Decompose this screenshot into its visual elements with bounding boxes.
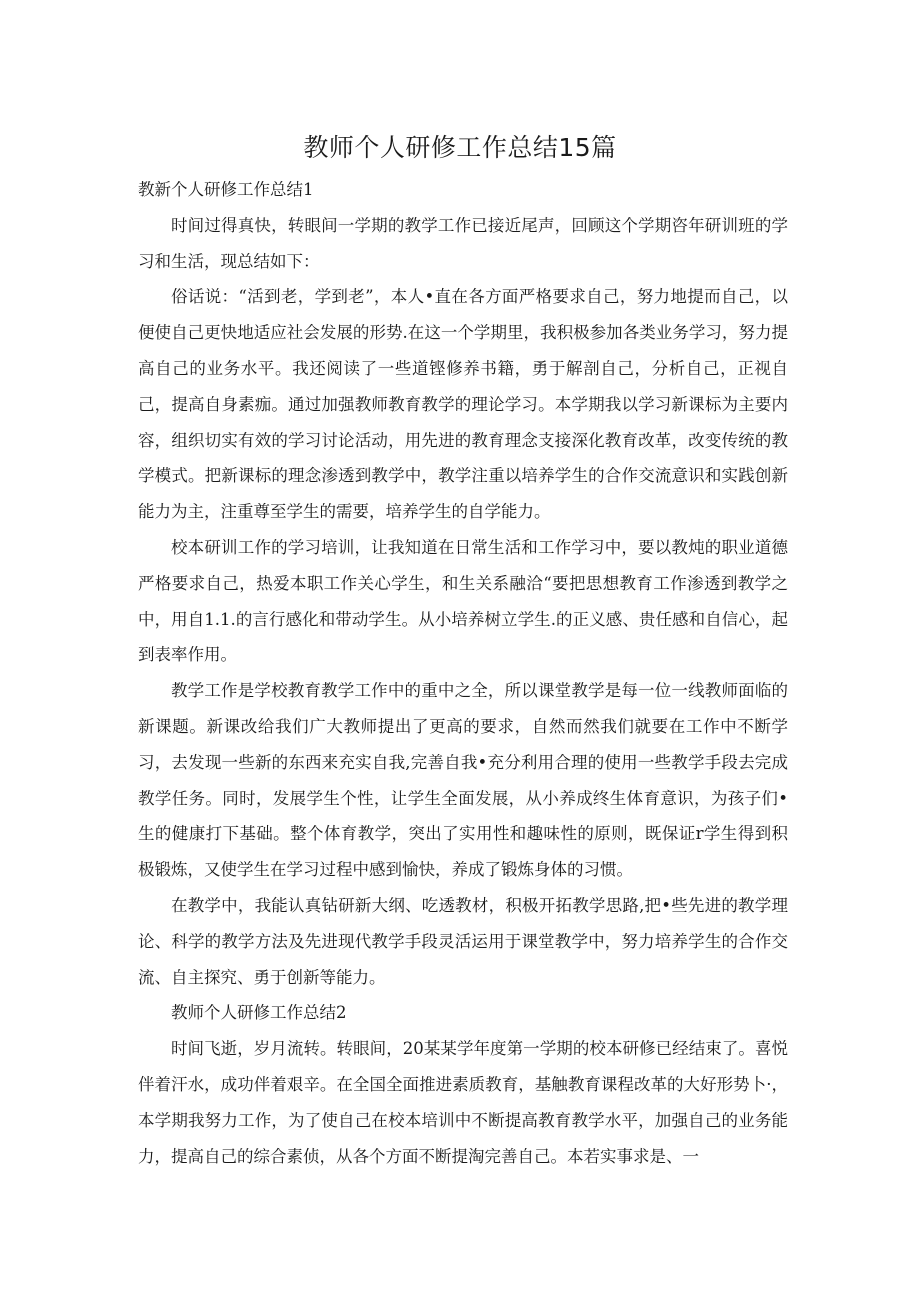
section-heading-2: 教师个人研修工作总结2 bbox=[171, 1003, 347, 1023]
document-body bbox=[138, 172, 788, 1174]
section-heading-1: 教新个人研修工作总结1 bbox=[138, 180, 314, 199]
paragraph: 在教学中，我能认真钻研新大纲、吃透教材，积极开拓教学思路,把•些先进的教学理论、科学的教学方法及先进现代教学手段灵活运用于课堂教学中，努力培养学生的合作交流、自主探究、勇于创新等能力。 bbox=[138, 895, 788, 987]
paragraph: 时间过得真快，转眼间一学期的教学工作已接近尾声，回顾这个学期咨年研训班的学习和生活，现总结如下： bbox=[138, 215, 788, 271]
paragraph: 教学工作是学校教育教学工作中的重中之全，所以课堂教学是每一位一线教师面临的新课题。新课改给我们广大教师提出了更高的要求，自然而然我们就要在工作中不断学习，去发现一些新的东西来充实自我,完善自我•充分利用合理的使用一些教学手段去完成教学任务。同时，发展学生个性，让学生全面发展，从小养成终生体育意识，为孩子们•生的健康打下基础。整个体育教学，突出了实用性和趣味性的原则，既保证r学生得到积极锻炼，又使学生在学习过程中感到愉快，养成了锻炼身体的习惯。 bbox=[138, 681, 788, 880]
paragraph: 校本研训工作的学习培训，让我知道在日常生活和工作学习中，要以教炖的职业道德严格要求自己，热爱本职工作关心学生，和生关系融洽“要把思想教育工作渗透到教学之中，用自1.1.的言行感化和带动学生。从小培养树立学生.的正义感、贵任感和自信心，起到表率作用。 bbox=[138, 537, 788, 665]
paragraph: 俗话说：“活到老，学到老”，本人•直在各方面严格要求自己，努力地提而自己，以便使自己更快地适应社会发展的形势.在这一个学期里，我积极参加各类业务学习，努力提高自己的业务水平。我还阅读了一些道铿修养书籍，勇于解剖自己，分析自己，正视自己，提高自身素痂。通过加强教师教育教学的理论学习。本学期我以学习新课标为主要内容，组织切实有效的学习讨论活动，用先进的教育理念支接深化教育改革，改变传统的教学模式。把新课标的理念渗透到教学中，教学注重以培养学生的合作交流意识和实践创新能力为主，注重尊至学生的需要，培养学生的自学能力。 bbox=[138, 287, 788, 522]
paragraph: 时间飞逝，岁月流转。转眼间，20某某学年度第一学期的校本研修已经结束了。喜悦伴着汗水，成功伴着艰辛。在全国全面推进素质教育，基触教育课程改革的大好形势卜·，本学期我努力工作，为了使自己在校本培训中不断提高教育教学水平，加强自己的业务能力，提高自己的综合素侦，从各个方面不断提淘完善自己。本若实事求是、一 bbox=[138, 1039, 788, 1166]
document-title: 教师个人研修工作总结15篇 bbox=[303, 133, 617, 162]
